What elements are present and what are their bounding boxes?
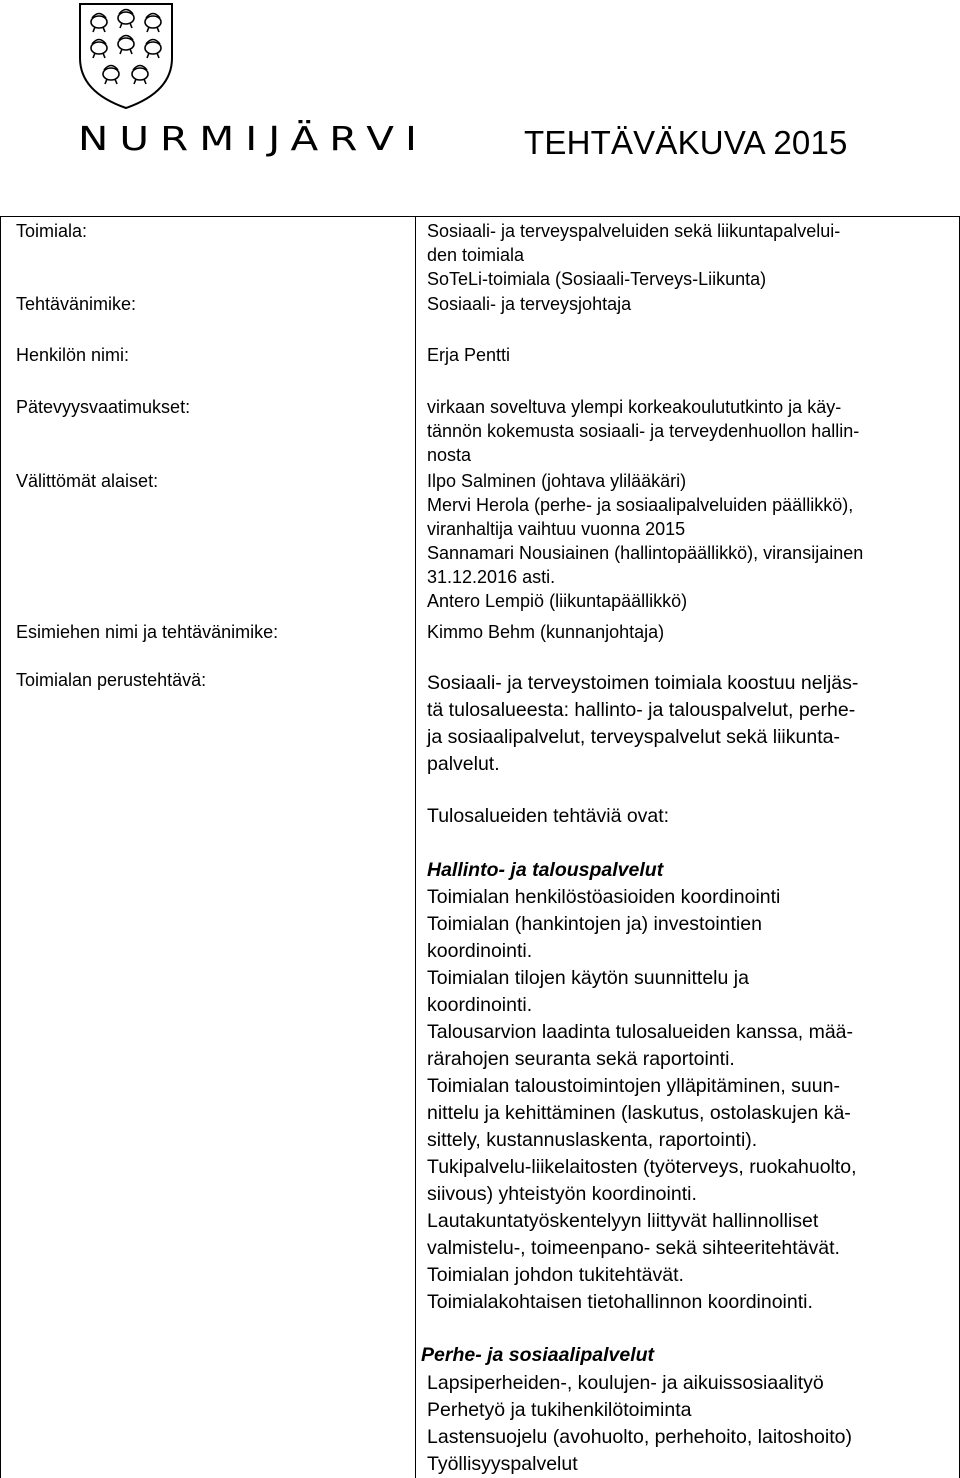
value-tehtavanimike [427, 292, 631, 316]
hallinto-heading: Hallinto- ja talouspalvelut [427, 859, 664, 881]
perhe-list [427, 1370, 852, 1478]
label-henkilon-nimi: Henkilön nimi: [16, 345, 130, 365]
text-line: Kimmo Behm (kunnanjohtaja) [427, 622, 665, 642]
perustehtava-intro [427, 670, 858, 778]
text-line: nosta [427, 445, 472, 465]
text-line: Antero Lempiö (liikuntapäällikkö) [427, 591, 688, 611]
list-item: Lautakuntatyöskentelyyn liittyvät hallinnolliset [427, 1210, 819, 1232]
value-esimies [427, 620, 664, 644]
text-line: tännön kokemusta sosiaali- ja terveydenhuollon hallin- [427, 421, 860, 441]
list-item: Työllisyyspalvelut [427, 1453, 578, 1475]
tasks-heading: Tulosalueiden tehtäviä ovat: [427, 805, 670, 827]
nurmijarvi-crest-logo [74, 0, 178, 110]
document-title: TEHTÄVÄKUVA 2015 [524, 124, 848, 161]
list-item: Toimialan henkilöstöasioiden koordinointi [427, 886, 781, 908]
value-patevyysvaatimukset [427, 395, 859, 467]
perhe-heading: Perhe- ja sosiaalipalvelut [421, 1344, 655, 1366]
list-item: Lastensuojelu (avohuolto, perhehoito, laitoshoito) [427, 1426, 852, 1448]
list-item: sittely, kustannuslaskenta, raportointi). [427, 1129, 758, 1151]
list-item: Toimialan (hankintojen ja) investointien [427, 913, 762, 935]
label-esimies: Esimiehen nimi ja tehtävänimike: [16, 622, 279, 642]
value-henkilon-nimi [427, 343, 510, 367]
label-perustehtava: Toimialan perustehtävä: [16, 670, 207, 690]
list-item: Tukipalvelu-liikelaitosten (työterveys, ruokahuolto, [427, 1156, 857, 1178]
table-top-border [0, 216, 960, 217]
text-line: SoTeLi-toimiala (Sosiaali-Terveys-Liikunta) [427, 269, 767, 289]
text-line: virkaan soveltuva ylempi korkeakoulututkinto ja käy- [427, 397, 842, 417]
text-line: Mervi Herola (perhe- ja sosiaalipalveluiden päällikkö), [427, 495, 854, 515]
text-line: Sannamari Nousiainen (hallintopäällikkö), viransijainen [427, 543, 864, 563]
list-item: koordinointi. [427, 994, 533, 1016]
label-tehtavanimike: Tehtävänimike: [16, 294, 137, 314]
list-item: Perhetyö ja tukihenkilötoiminta [427, 1399, 692, 1421]
table-left-border [0, 216, 1, 1478]
text-line: Ilpo Salminen (johtava ylilääkäri) [427, 471, 687, 491]
label-valittomat-alaiset: Välittömät alaiset: [16, 471, 159, 491]
value-valittomat-alaiset [427, 469, 863, 613]
text-line: Erja Pentti [427, 345, 511, 365]
text-line: palvelut. [427, 753, 500, 775]
list-item: nittelu ja kehittäminen (laskutus, ostolaskujen kä- [427, 1102, 851, 1124]
list-item: rärahojen seuranta sekä raportointi. [427, 1048, 735, 1070]
list-item: Toimialakohtaisen tietohallinnon koordinointi. [427, 1291, 813, 1313]
list-item: siivous) yhteistyön koordinointi. [427, 1183, 697, 1205]
text-line: tä tulosalueesta: hallinto- ja talouspalvelut, perhe- [427, 699, 856, 721]
text-line: Sosiaali- ja terveystoimen toimiala koostuu neljäs- [427, 672, 859, 694]
list-item: koordinointi. [427, 940, 533, 962]
text-line: ja sosiaalipalvelut, terveyspalvelut sekä liikunta- [427, 726, 840, 748]
text-line: viranhaltija vaihtuu vuonna 2015 [427, 519, 686, 539]
text-line: Sosiaali- ja terveysjohtaja [427, 294, 632, 314]
text-line: Sosiaali- ja terveyspalveluiden sekä liikuntapalvelui- [427, 221, 841, 241]
list-item: Lapsiperheiden-, koulujen- ja aikuissosiaalityö [427, 1372, 824, 1394]
list-item: Toimialan tilojen käytön suunnittelu ja [427, 967, 749, 989]
column-divider [415, 662, 416, 1478]
label-patevyysvaatimukset: Pätevyysvaatimukset: [16, 397, 191, 417]
svg-text:NURMIJÄRVI: NURMIJÄRVI [78, 119, 428, 158]
nurmijarvi-wordmark-logo [78, 118, 430, 158]
value-toimiala [427, 219, 840, 291]
hallinto-list [427, 884, 857, 1316]
list-item: Talousarvion laadinta tulosalueiden kanssa, mää- [427, 1021, 854, 1043]
list-item: Toimialan johdon tukitehtävät. [427, 1264, 684, 1286]
text-line: den toimiala [427, 245, 525, 265]
list-item: valmistelu-, toimeenpano- sekä sihteeritehtävät. [427, 1237, 840, 1259]
label-toimiala: Toimiala: [16, 221, 88, 241]
column-divider [415, 216, 416, 662]
list-item: Toimialan taloustoimintojen ylläpitäminen, suun- [427, 1075, 840, 1097]
text-line: 31.12.2016 asti. [427, 567, 556, 587]
